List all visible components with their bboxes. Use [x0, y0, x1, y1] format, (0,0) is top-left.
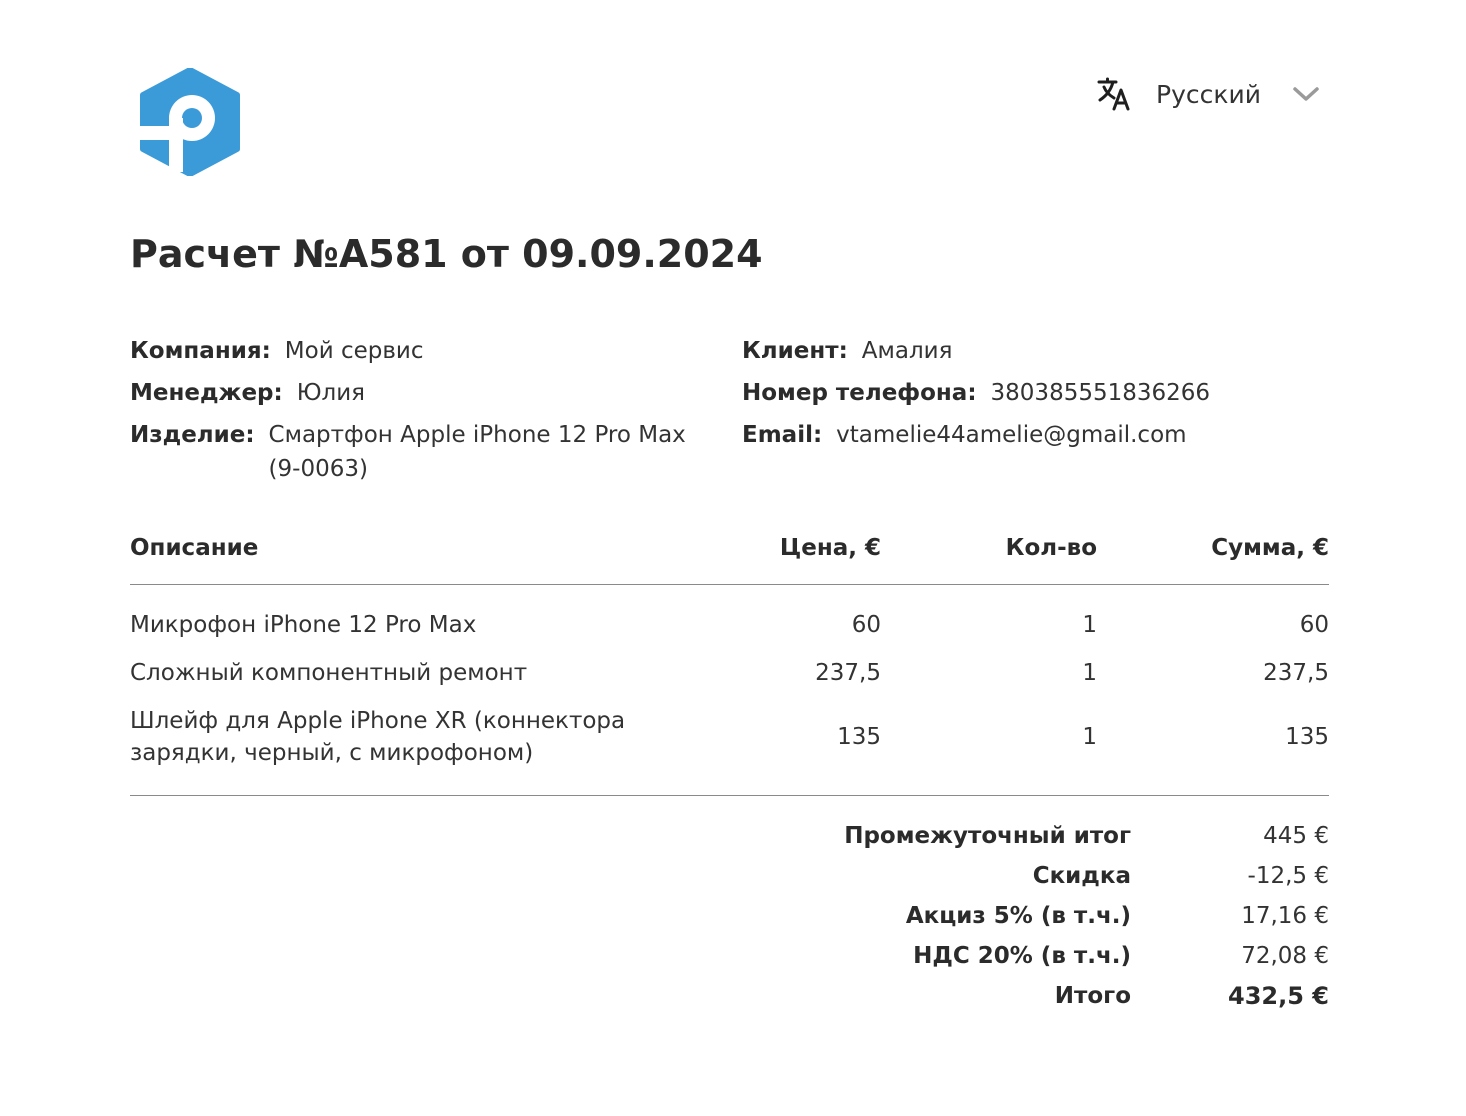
info-manager — [130, 376, 710, 410]
col-qty-header: Кол-во — [881, 530, 1097, 585]
col-sum-header: Сумма, € — [1097, 530, 1329, 585]
totals-block — [531, 816, 1329, 1016]
total-value: 17,16 € — [1241, 903, 1329, 929]
info-label: Email: — [742, 422, 823, 448]
table-row — [130, 585, 1329, 650]
col-description-header: Описание — [130, 530, 650, 585]
company-logo — [140, 68, 240, 176]
total-value: -12,5 € — [1247, 863, 1329, 889]
info-label: Клиент: — [742, 338, 848, 364]
table-row — [130, 697, 1329, 796]
logo-icon — [140, 68, 240, 176]
row-sum: 60 — [1299, 612, 1329, 638]
info-company — [130, 334, 710, 368]
table-header — [130, 530, 1329, 585]
info-right — [742, 334, 1342, 460]
row-qty: 1 — [881, 697, 1097, 796]
language-selector[interactable] — [1096, 74, 1321, 114]
grand-total-row — [531, 976, 1329, 1016]
row-sum: 237,5 — [1263, 660, 1329, 686]
total-label: Акциз 5% (в т.ч.) — [905, 903, 1131, 929]
row-price: 237,5 — [815, 660, 881, 686]
chevron-down-icon[interactable] — [1291, 84, 1321, 104]
info-label: Изделие: — [130, 422, 255, 448]
total-label: НДС 20% (в т.ч.) — [913, 943, 1131, 969]
row-description: Микрофон iPhone 12 Pro Max — [130, 612, 477, 638]
total-label: Промежуточный итог — [844, 823, 1131, 849]
table-row — [130, 649, 1329, 697]
info-value: 380385551836266 — [990, 380, 1211, 406]
info-value: vtamelie44amelie@gmail.com — [836, 422, 1187, 448]
info-label: Номер телефона: — [742, 380, 977, 406]
row-sum: 135 — [1097, 697, 1329, 796]
grand-total-value: 432,5 € — [1228, 982, 1329, 1010]
discount-row — [531, 856, 1329, 896]
total-label: Итого — [1054, 983, 1131, 1009]
total-value: 72,08 € — [1241, 943, 1329, 969]
page-title: Расчет №A581 от 09.09.2024 — [130, 232, 763, 276]
total-value: 445 € — [1263, 823, 1329, 849]
info-phone — [742, 376, 1342, 410]
items-table — [130, 530, 1329, 796]
info-left — [130, 334, 710, 494]
row-description: Сложный компонентный ремонт — [130, 660, 528, 686]
info-label: Компания: — [130, 338, 271, 364]
info-value: Мой сервис — [284, 338, 424, 364]
row-price: 60 — [851, 612, 881, 638]
total-label: Скидка — [1032, 863, 1131, 889]
info-value: Амалия — [861, 338, 953, 364]
info-email — [742, 418, 1342, 452]
row-description: Шлейф для Apple iPhone XR (коннектора зарядки, черный, с микрофоном) — [130, 697, 650, 796]
row-qty: 1 — [1082, 612, 1097, 638]
vat-row — [531, 936, 1329, 976]
row-qty: 1 — [1082, 660, 1097, 686]
info-product — [130, 418, 710, 486]
info-value: Смартфон Apple iPhone 12 Pro Max (9-0063) — [268, 422, 686, 482]
row-price: 135 — [650, 697, 881, 796]
translate-icon — [1096, 76, 1132, 112]
info-value: Юлия — [296, 380, 366, 406]
info-label: Менеджер: — [130, 380, 283, 406]
language-label: Русский — [1156, 79, 1261, 109]
excise-row — [531, 896, 1329, 936]
col-price-header: Цена, € — [650, 530, 881, 585]
info-client — [742, 334, 1342, 368]
subtotal-row — [531, 816, 1329, 856]
